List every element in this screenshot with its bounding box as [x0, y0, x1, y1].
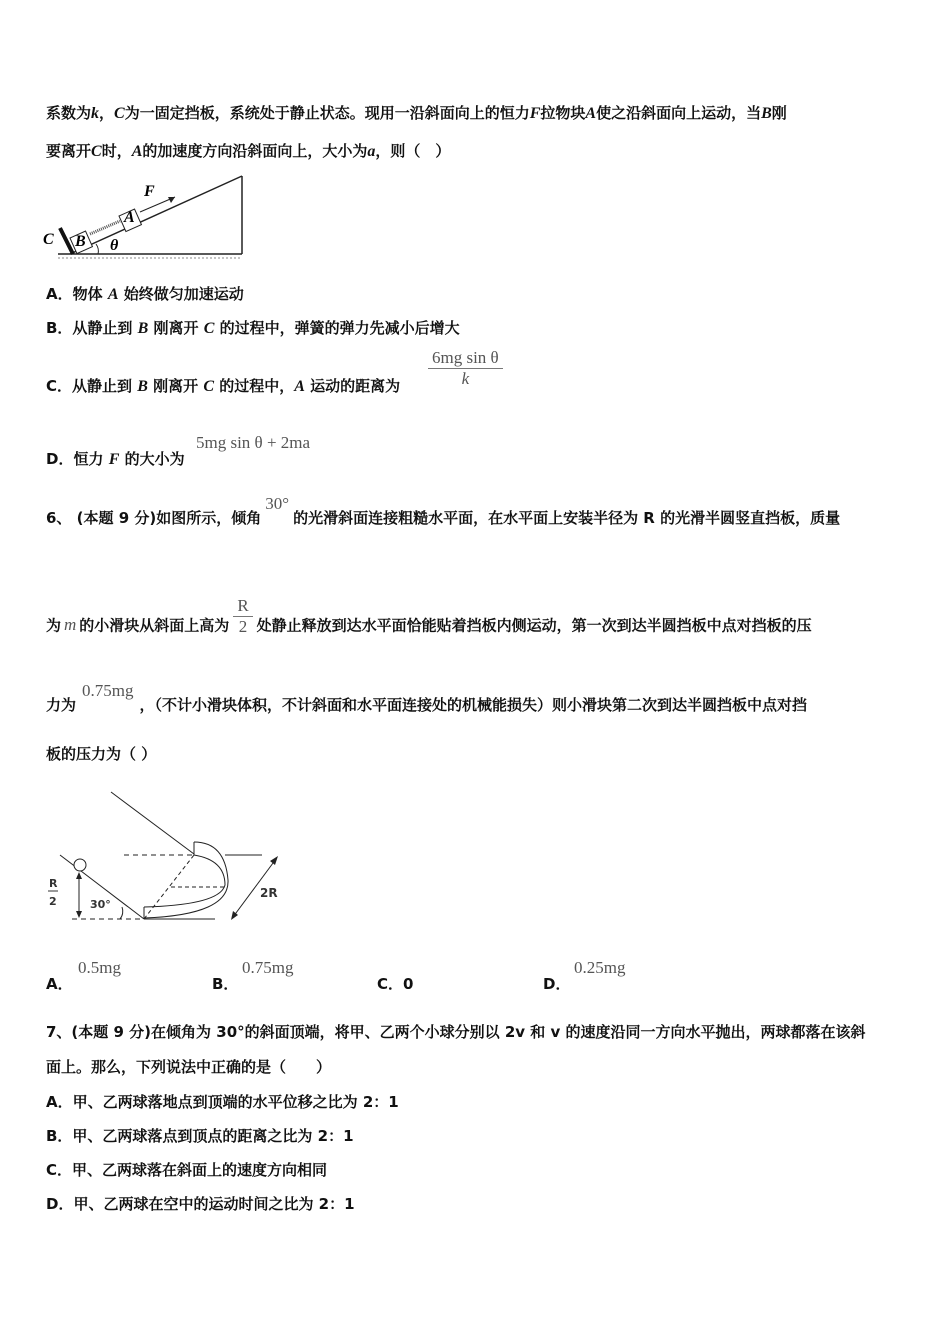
angle-label: 30°: [90, 898, 111, 911]
q7-stem-line2: 面上。那么，下列说法中正确的是（ ）: [46, 1058, 332, 1076]
two-label: 2: [49, 895, 57, 908]
q6-option-d[interactable]: D．: [543, 975, 571, 993]
q6-option-b-value: 0.75mg: [242, 958, 294, 977]
q7-option-d[interactable]: D．甲、乙两球在空中的运动时间之比为 2：1: [46, 1195, 355, 1213]
q6-option-a[interactable]: A．: [46, 975, 73, 993]
force-label: F: [144, 183, 155, 200]
theta-label: θ: [110, 237, 119, 254]
q6-option-b[interactable]: B．: [212, 975, 239, 993]
q6-option-d-value: 0.25mg: [574, 958, 626, 977]
q5-option-d-formula: 5mg sin θ + 2ma: [196, 433, 311, 452]
q7-option-b[interactable]: B．甲、乙两球落点到顶点的距离之比为 2：1: [46, 1127, 354, 1145]
q5-option-c-formula: $\frac{\text{6mg sin θ}}{k}$: [428, 348, 503, 389]
q6-stem-line2: 为 m 的小滑块从斜面上高为 $\frac{R}{2}$ 处静止释放到达水平面恰能贴着挡板内侧运动，第一次到达半圆挡板中点对挡板的压: [46, 596, 812, 636]
q5-option-d[interactable]: D．恒力 F 的大小为: [46, 450, 185, 468]
semicircle-figure: [40, 780, 300, 930]
plate-c-label: C: [43, 231, 54, 248]
incline-figure: [40, 170, 260, 270]
diameter-label: 2R: [260, 886, 278, 900]
q7-option-a[interactable]: A．甲、乙两球落地点到顶端的水平位移之比为 2：1: [46, 1093, 399, 1111]
q5-stem-line2: 要离开C时，A的加速度方向沿斜面向上，大小为a，则（ ）: [46, 142, 451, 160]
q7-option-c[interactable]: C．甲、乙两球落在斜面上的速度方向相同: [46, 1161, 328, 1179]
q6-stem-line3: 力为0.75mg，（不计小滑块体积，不计斜面和水平面连接处的机械能损失）则小滑块第二次到达半圆挡板中点对挡: [46, 681, 808, 714]
q5-option-b[interactable]: B．从静止到 B 刚离开 C 的过程中，弹簧的弹力先减小后增大: [46, 319, 460, 337]
block-b-label: B: [75, 233, 86, 250]
q5-option-c[interactable]: C．从静止到 B 刚离开 C 的过程中，A 运动的距离为: [46, 377, 401, 395]
q7-stem-line1: 7、(本题 9 分)在倾角为 30°的斜面顶端，将甲、乙两个小球分别以 2v 和 v 的速度沿同一方向水平抛出，两球都落在该斜: [46, 1023, 866, 1041]
q5-stem-line1: 系数为k，C为一固定挡板，系统处于静止状态。现用一沿斜面向上的恒力F拉物块A使之沿斜面向上运动，当B刚: [46, 104, 787, 122]
q6-option-a-value: 0.5mg: [78, 958, 121, 977]
q6-option-c[interactable]: C．0: [377, 975, 414, 993]
q5-option-a[interactable]: A．物体 A 始终做匀加速运动: [46, 285, 244, 303]
block-a-label: A: [124, 209, 135, 226]
q6-stem-line4: 板的压力为（ ）: [46, 745, 157, 763]
r-label: R: [49, 877, 58, 890]
q6-stem-line1: 6、 (本题 9 分)如图所示，倾角30°的光滑斜面连接粗糙水平面，在水平面上安装半径为 R 的光滑半圆竖直挡板，质量: [46, 494, 841, 527]
